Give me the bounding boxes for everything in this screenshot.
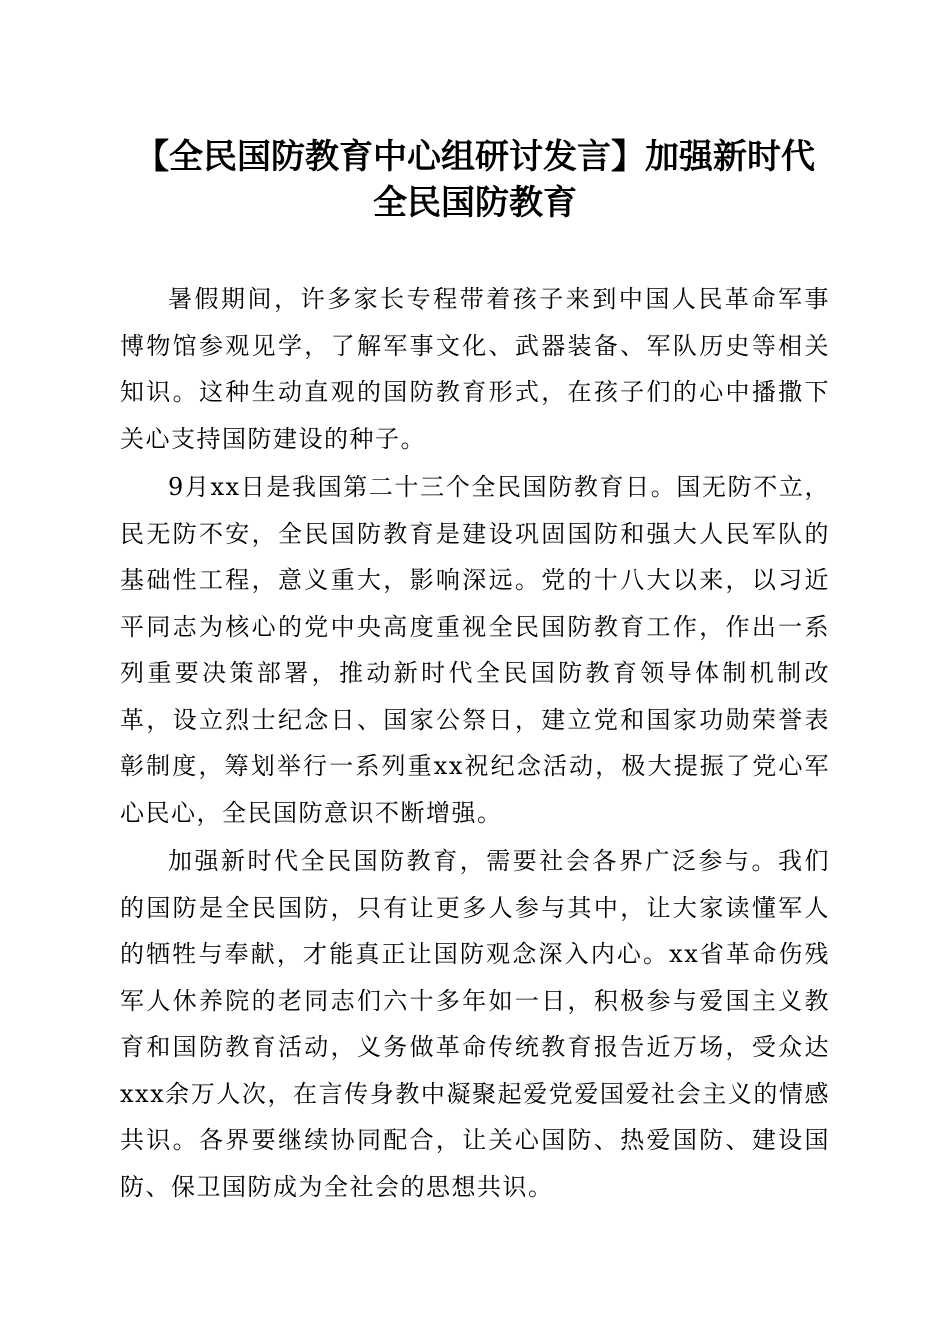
paragraph-1: 暑假期间，许多家长专程带着孩子来到中国人民革命军事博物馆参观见学，了解军事文化、武器装备、军队历史等相关知识。这种生动直观的国防教育形式，在孩子们的心中播撒下关心支持国防建设的种子。 <box>120 285 830 453</box>
document-title <box>110 134 840 226</box>
title-line-1: 【全民国防教育中心组研讨发言】加强新时代 <box>135 137 815 177</box>
title-line-2: 全民国防教育 <box>373 183 577 223</box>
paragraph-3: 加强新时代全民国防教育，需要社会各界广泛参与。我们的国防是全民国防，只有让更多人参与其中，让大家读懂军人的牺牲与奉献，才能真正让国防观念深入内心。xx省革命伤残军人休养院的老同志们六十多年如一日，积极参与爱国主义教育和国防教育活动，义务做革命传统教育报告近万场，受众达xxx余万人次，在言传身教中凝聚起爱党爱国爱社会主义的情感共识。各界要继续协同配合，让关心国防、热爱国防、建设国防、保卫国防成为全社会的思想共识。 <box>120 847 830 1201</box>
paragraph-2: 9月xx日是我国第二十三个全民国防教育日。国无防不立，民无防不安，全民国防教育是建设巩固国防和强大人民军队的基础性工程，意义重大，影响深远。党的十八大以来，以习近平同志为核心的党中央高度重视全民国防教育工作，作出一系列重要决策部署，推动新时代全民国防教育领导体制机制改革，设立烈士纪念日、国家公祭日，建立党和国家功勋荣誉表彰制度，筹划举行一系列重xx祝纪念活动，极大提振了党心军心民心，全民国防意识不断增强。 <box>120 473 830 827</box>
document-body <box>120 276 830 1212</box>
